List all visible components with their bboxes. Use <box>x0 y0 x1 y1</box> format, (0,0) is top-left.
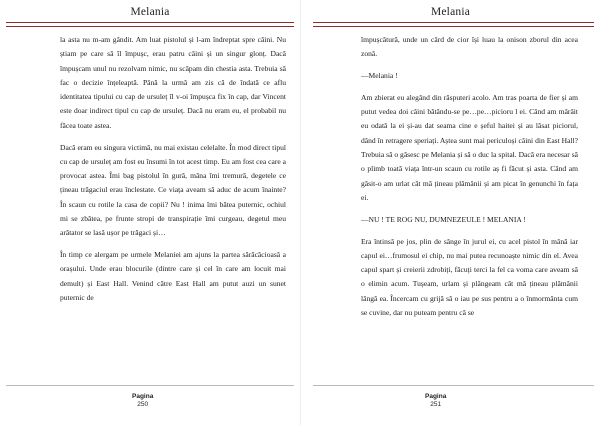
paragraph: Era întinsă pe jos, plin de sânge în jurul ei, cu acel pistol în mână iar capul ei…frumosul ei chip, nu mai putea recunoaște nimic din el. Avea capul spart și creierii zdrobiți, făcuți terci la fel ca voma care aveam să o elimin acum. Tușeam, urlam și plângeam cât mă țineau plămânii lângă ea. Încercam cu grijă să o iau pe sus pentru a o înmormânta cum se cuvine, dar nu puteam pentru că se <box>361 236 578 318</box>
paragraph: În timp ce alergam pe urmele Melaniei am ajuns la partea sărăcăcioasă a orașului. Unde erau blocurile (dintre care și cel în care am locuit mai demult) și East Hall. Venind către East Hall am putut auzi un sunet puternic de <box>60 250 286 303</box>
page-footer <box>425 393 446 409</box>
page-body <box>361 33 578 328</box>
footer-rule <box>6 385 294 386</box>
paragraph: —Melania ! <box>361 71 398 81</box>
page-body <box>60 33 286 313</box>
paragraph: —NU ! TE ROG NU, DUMNEZEULE ! MELANIA ! <box>361 214 526 224</box>
paragraph: împușcătură, unde un cârd de cior își luau la onison zborul din acea zonă. <box>361 35 578 59</box>
paragraph: Am zbierat eu alegând din răsputeri acolo. Am tras poarta de fier și am putut vedea doi câini bătându-se pe…pe…picioru l ei. Când am mârâit eu odată la ei și-au dat seama cine e șeful haitei și au lăsat piciorul, dând în retragere speriați. Aștea sunt mai periculoși câini din East Hall? Trebuia să o găsesc pe Melania și să o duc la spital. Dacă era necesar să o plimb toată viața într-un scaun cu rotile aș fi făcut și asta. Când am găsit-o am urlat cât mă țineau plămânii și am picat în genunchi în fața ei. <box>361 92 578 202</box>
footer-rule <box>313 385 594 386</box>
paragraph: la asta nu m-am gândit. Am luat pistolul și l-am îndreptat spre câini. Nu știam pe care să îl împușc, erau patru câini și un singur glonț. Dacă împușcam unul nu rezolvam nimic, nu scăpam din chestia asta. Trebuia să fac o decizie înțeleaptă. Până la urmă am zis că de îndată ce aflu identitatea tipului cu cap de ursuleț îl v-oi împușca fix în cap, dar Vincent este doar indirect tipul cu cap de ursuleț. Dacă nu eram eu, el probabil nu făcea toate astea. <box>60 35 286 130</box>
header-rule <box>6 22 294 27</box>
page-footer <box>132 393 153 409</box>
running-header: Melania <box>430 6 471 18</box>
running-header: Melania <box>130 6 170 18</box>
page-label: Pagina <box>425 393 447 400</box>
paragraph: Dacă eram eu singura victimă, nu mai existau celelalte. În mod direct tipul cu cap de ursuleț am fost eu însumi în tot acest timp. Eu am fost cea care a provocat astea. Îmi bag pistolul în gură, mâna îmi tremură, degetele ce țineau trăgaciul erau înclestate. Ce viața aveam să aduc de acum înainte? În scaun cu rotile la casa de copii? Nu ! inima îmi bătea puternic, ochiul mi se zbătea, pe frunte stropi de transpirație îmi curgeau, degetul meu arătator se lasă ușor pe trăgaci și… <box>60 142 286 238</box>
page-label: Pagina <box>132 393 154 400</box>
right-page <box>300 0 600 425</box>
header-rule <box>313 22 594 27</box>
page-number: 251 <box>430 401 442 408</box>
page-number: 250 <box>137 401 149 408</box>
